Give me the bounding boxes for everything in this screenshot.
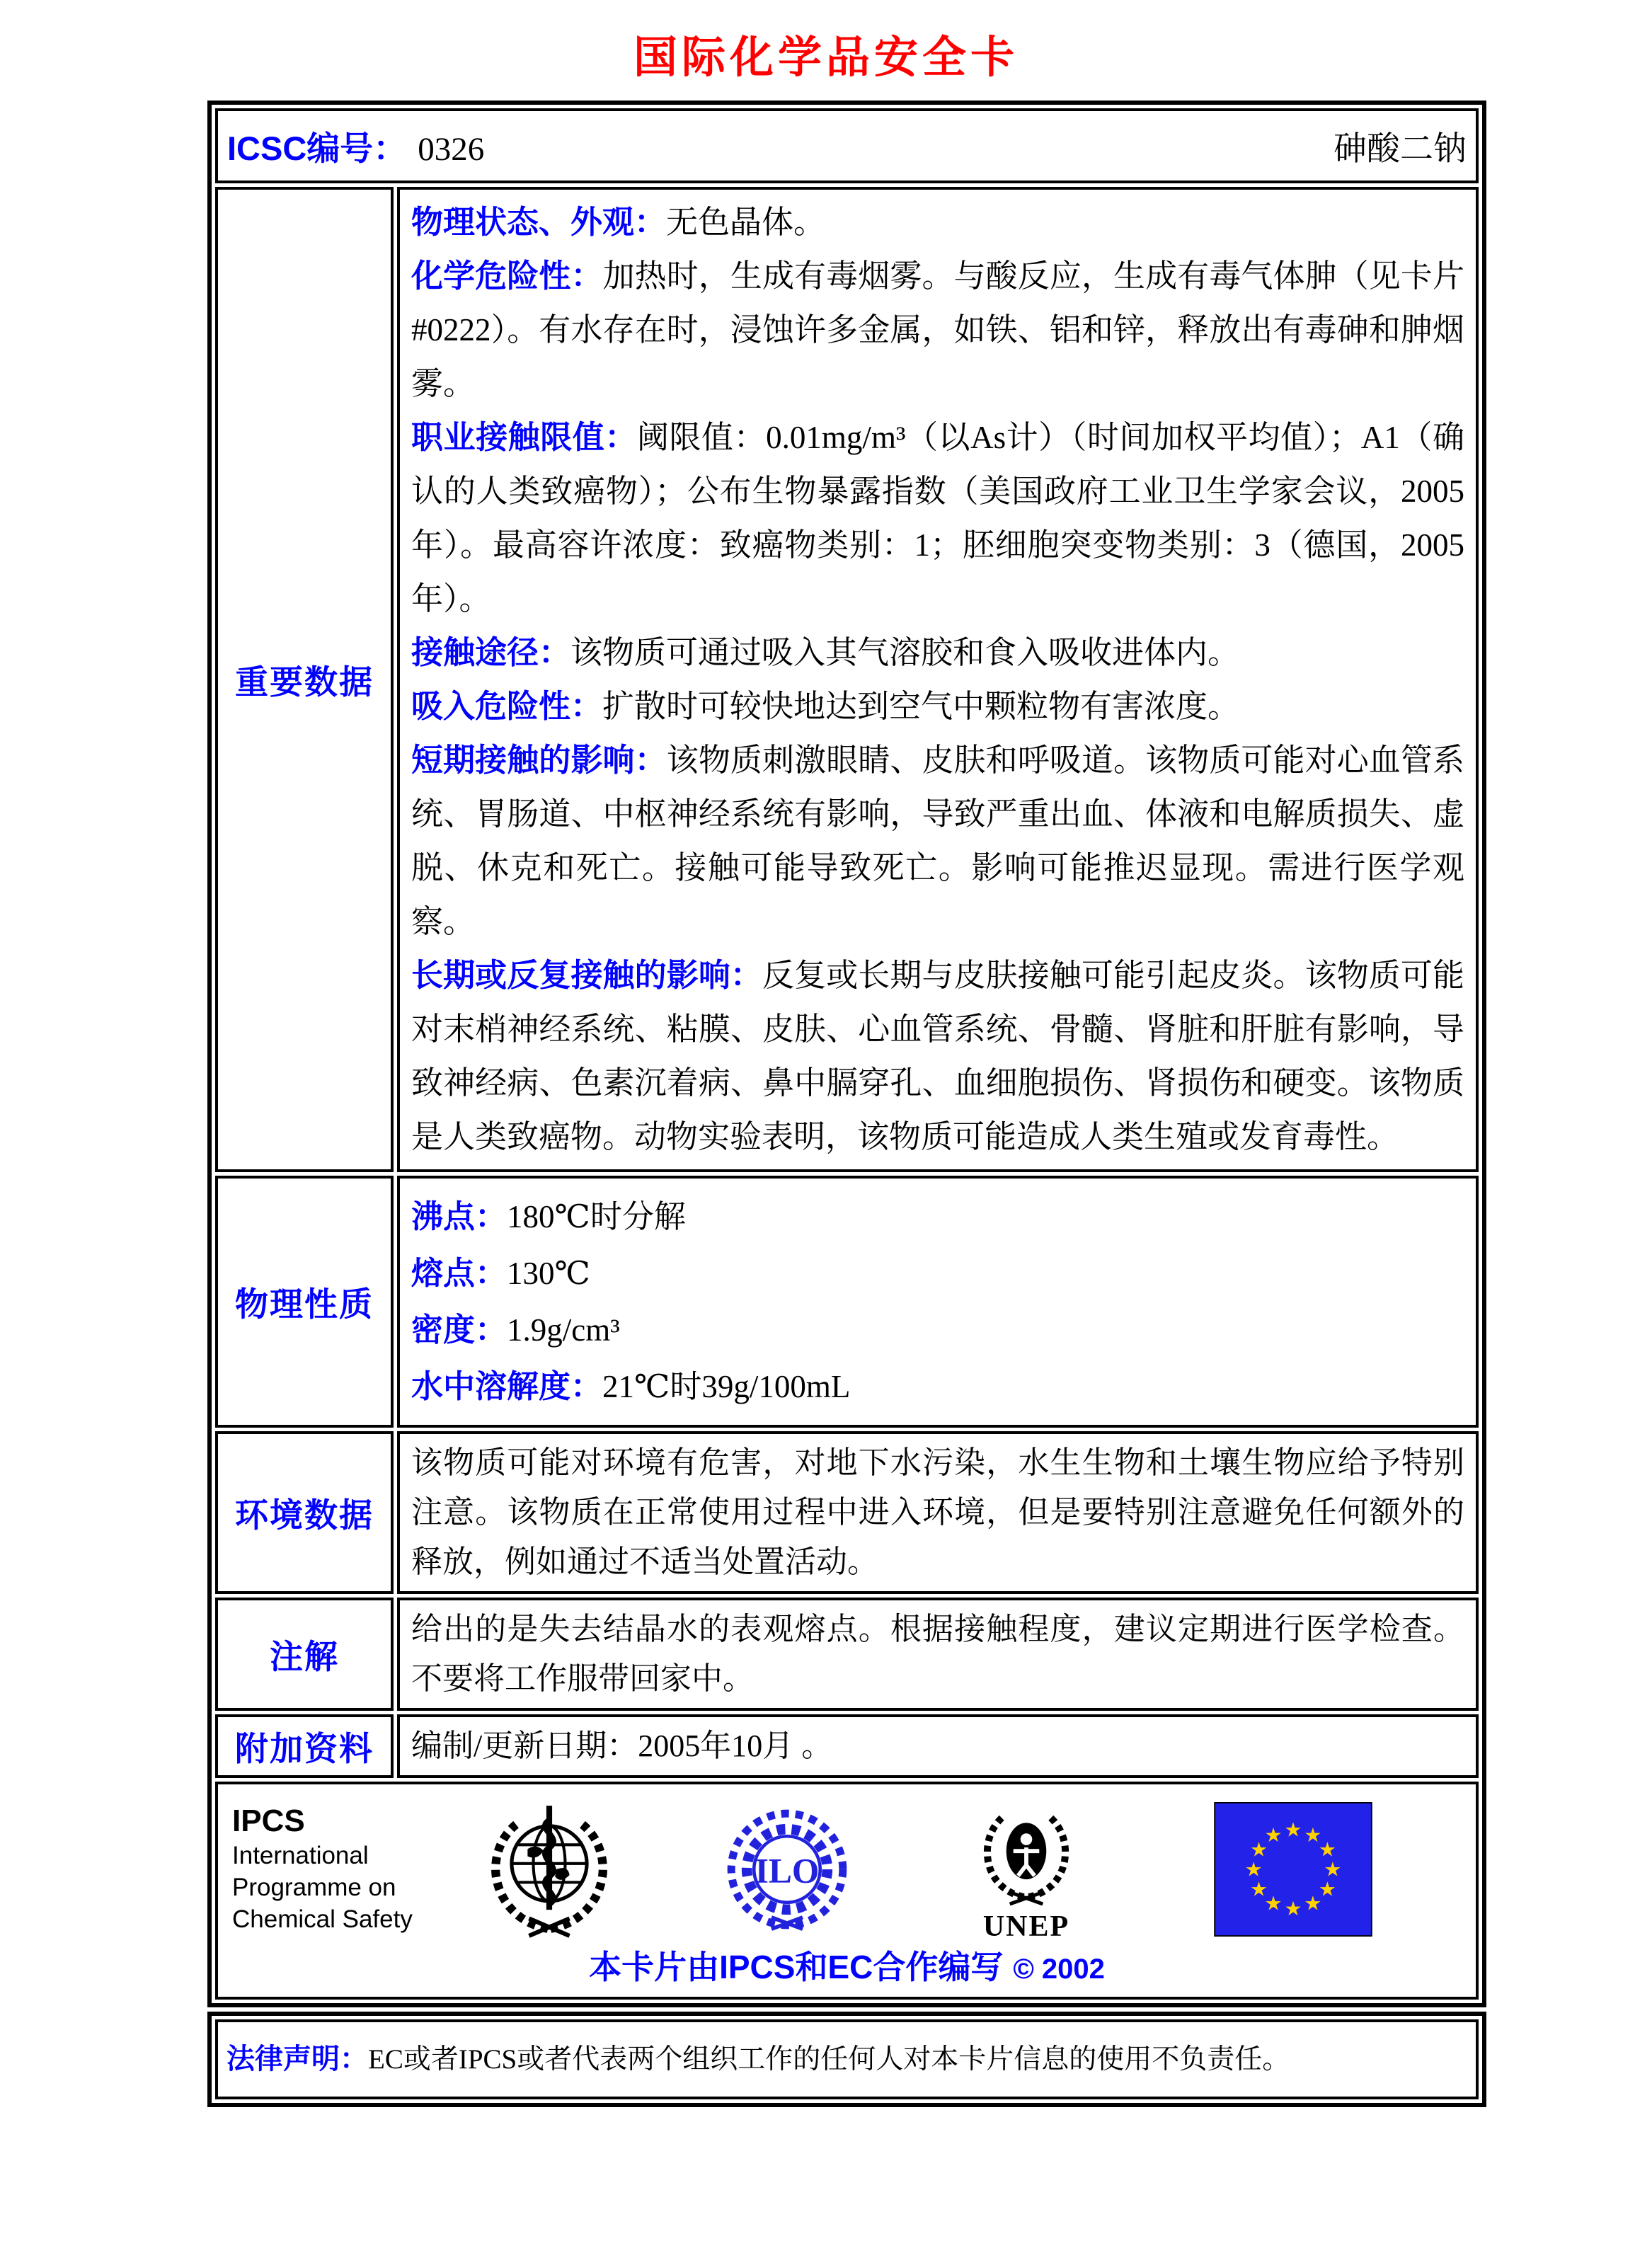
field-density: [411, 1302, 1464, 1358]
section-label-physical-properties: 物理性质: [215, 1176, 394, 1428]
legal-notice-table: [207, 2012, 1486, 2107]
field-physical-state-text: 无色晶体。: [666, 205, 826, 241]
field-long-term-effects-label: 长期或反复接触的影响：: [411, 957, 763, 994]
legal-notice-text: EC或者IPCS或者代表两个组织工作的任何人对本卡片信息的使用不负责任。: [368, 2044, 1290, 2075]
chemical-name: 砷酸二钠: [1333, 130, 1467, 168]
field-density-label: 密度：: [411, 1312, 507, 1348]
field-exposure-limits: [411, 411, 1464, 626]
card-header-row: [215, 108, 1479, 183]
section-label-important-data: 重要数据: [215, 187, 394, 1172]
field-melting-point-label: 熔点：: [411, 1255, 507, 1292]
notes-content: [397, 1598, 1479, 1711]
unep-logo-block: [970, 1796, 1083, 1942]
field-boiling-point-label: 沸点：: [411, 1198, 507, 1235]
field-long-term-effects-text: 反复或长期与皮肤接触可能引起皮炎。该物质可能对末梢神经系统、粘膜、皮肤、心血管系统、骨髓、肾脏和肝脏有影响，导致神经病、色素沉着病、鼻中膈穿孔、血细胞损伤、肾损伤和硬变。该物质是人类致癌物。动物实验表明，该物质可能造成人类生殖或发育毒性。: [411, 958, 1464, 1155]
field-water-solubility-text: 21℃时39g/100mL: [602, 1369, 851, 1405]
section-label-environmental-data: 环境数据: [215, 1431, 394, 1594]
eu-star-icon: ★: [1318, 1837, 1336, 1862]
who-logo-icon: [480, 1800, 619, 1939]
field-boiling-point: [411, 1188, 1464, 1245]
field-exposure-routes: [411, 626, 1464, 680]
field-exposure-routes-label: 接触途径：: [411, 634, 571, 671]
additional-info-text: 编制/更新日期：2005年10月 。: [411, 1728, 833, 1764]
eu-star-icon: ★: [1318, 1876, 1336, 1900]
field-chemical-dangers-label: 化学危险性：: [411, 258, 603, 294]
eu-star-icon: ★: [1284, 1818, 1302, 1842]
ilo-logo-icon: [725, 1807, 849, 1932]
icsc-number-value: 0326: [418, 130, 485, 168]
ipcs-name-line3: Chemical Safety: [232, 1905, 413, 1934]
cooperation-caption-text: 本卡片由IPCS和EC合作编写: [589, 1949, 1004, 1986]
field-inhalation-risk-label: 吸入危险性：: [411, 688, 603, 725]
eu-star-icon: ★: [1284, 1896, 1302, 1920]
environmental-data-content: [397, 1431, 1479, 1594]
field-physical-state-label: 物理状态、外观：: [411, 204, 667, 241]
eu-star-icon: ★: [1264, 1891, 1283, 1915]
field-physical-state: [411, 195, 1464, 249]
copyright-text: © 2002: [1013, 1954, 1105, 1985]
organizations-footer: [215, 1782, 1479, 2000]
physical-properties-content: [397, 1176, 1479, 1428]
icsc-number-label: ICSC编号：: [227, 129, 407, 167]
eu-star-icon: ★: [1264, 1823, 1283, 1847]
ipcs-text-block: [232, 1803, 444, 1935]
icsc-card-table: [207, 101, 1486, 2007]
eu-star-icon: ★: [1324, 1857, 1342, 1881]
field-water-solubility-label: 水中溶解度：: [411, 1368, 603, 1405]
field-water-solubility: [411, 1358, 1464, 1415]
ipcs-name-line1: International: [232, 1842, 369, 1870]
eu-star-icon: ★: [1304, 1823, 1322, 1847]
field-exposure-limits-text: 阈限值：0.01mg/m³（以As计）（时间加权平均值）；A1（确认的人类致癌物）；公布生物暴露指数（美国政府工业卫生学家会议，2005年）。最高容许浓度：致癌物类别：1；胚细胞突变物类别：3（德国，2005年）。: [411, 420, 1464, 617]
field-melting-point-text: 130℃: [507, 1256, 590, 1292]
field-short-term-effects-label: 短期接触的影响：: [411, 742, 667, 779]
field-long-term-effects: [411, 948, 1464, 1164]
field-melting-point: [411, 1245, 1464, 1302]
field-inhalation-risk-text: 扩散时可较快地达到空气中颗粒物有害浓度。: [602, 689, 1240, 725]
cooperation-caption: [232, 1946, 1462, 1990]
page-title: 国际化学品安全卡: [633, 33, 1019, 82]
legal-notice-label: 法律声明：: [226, 2043, 368, 2075]
ilo-letters: ILO: [755, 1851, 820, 1891]
notes-text: 给出的是失去结晶水的表观熔点。根据接触程度，建议定期进行医学检查。不要将工作服带回家中。: [411, 1612, 1464, 1697]
ipcs-acronym: IPCS: [232, 1804, 305, 1839]
eu-star-icon: ★: [1244, 1857, 1263, 1881]
eu-star-icon: ★: [1250, 1837, 1268, 1862]
environmental-data-text: 该物质可能对环境有危害，对地下水污染，水生生物和土壤生物应给予特别注意。该物质在正常使用过程中进入环境，但是要特别注意避免任何额外的释放，例如通过不适当处置活动。: [411, 1445, 1464, 1580]
important-data-content: [397, 187, 1479, 1172]
field-chemical-dangers-text: 加热时，生成有毒烟雾。与酸反应，生成有毒气体胂（见卡片#0222）。有水存在时，浸蚀许多金属，如铁、铝和锌，释放出有毒砷和胂烟雾。: [411, 258, 1464, 402]
eu-star-icon: ★: [1250, 1876, 1268, 1900]
eu-flag-icon: [1214, 1802, 1372, 1937]
eu-star-icon: ★: [1304, 1891, 1322, 1915]
field-short-term-effects-text: 该物质刺激眼睛、皮肤和呼吸道。该物质可能对心血管系统、胃肠道、中枢神经系统有影响，导致严重出血、体液和电解质损失、虚脱、休克和死亡。接触可能导致死亡。影响可能推迟显现。需进行医学观察。: [411, 742, 1464, 940]
ipcs-name-line2: Programme on: [232, 1874, 396, 1902]
field-short-term-effects: [411, 733, 1464, 948]
section-label-notes: 注解: [215, 1598, 394, 1711]
field-inhalation-risk: [411, 680, 1464, 733]
unep-label: UNEP: [982, 1910, 1070, 1944]
field-exposure-routes-text: 该物质可通过吸入其气溶胶和食入吸收进体内。: [570, 635, 1240, 671]
field-exposure-limits-label: 职业接触限值：: [411, 419, 637, 456]
field-density-text: 1.9g/cm³: [507, 1312, 620, 1348]
section-label-additional-info: 附加资料: [215, 1714, 394, 1778]
legal-notice-row: [215, 2019, 1479, 2099]
icsc-number-field: [227, 122, 484, 170]
field-chemical-dangers: [411, 249, 1464, 411]
field-boiling-point-text: 180℃时分解: [507, 1199, 686, 1235]
unep-logo-icon: [970, 1796, 1083, 1908]
additional-info-content: [397, 1714, 1479, 1778]
